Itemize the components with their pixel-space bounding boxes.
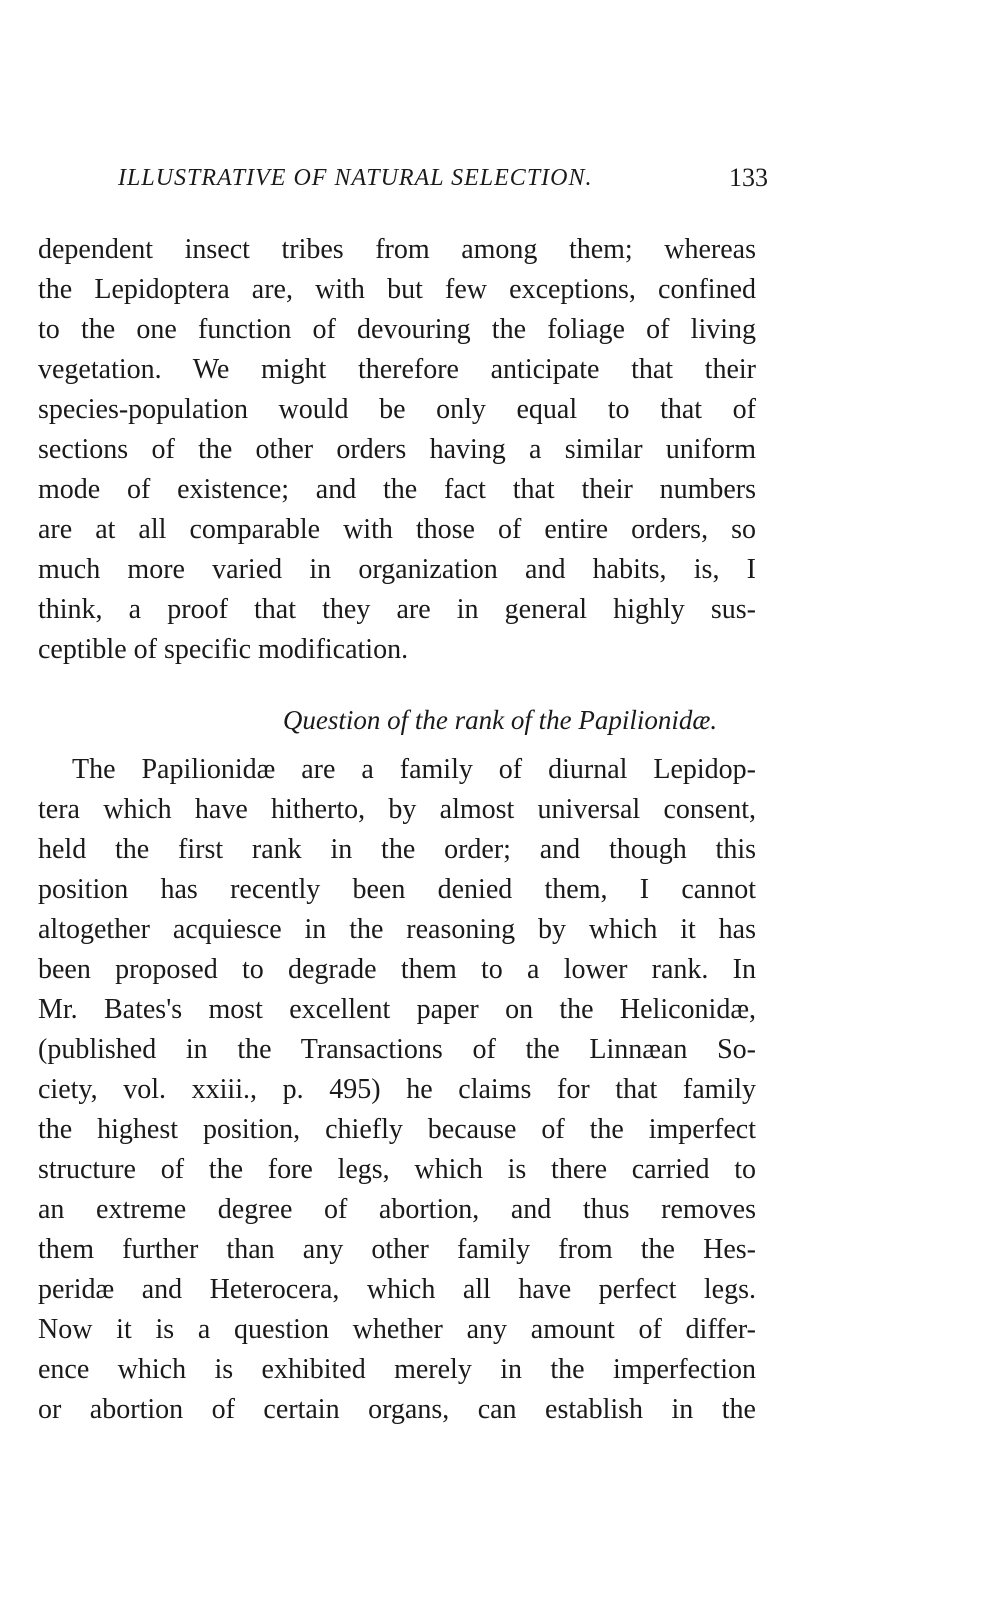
text-line: dependent insect tribes from among them; whereas xyxy=(38,234,756,265)
text-line: mode of existence; and the fact that their numbers xyxy=(38,474,756,505)
page-header xyxy=(118,165,768,209)
text-line: structure of the fore legs, which is there carried to xyxy=(38,1154,756,1185)
text-line: Now it is a question whether any amount of differ- xyxy=(38,1314,756,1345)
text-line: peridæ and Heterocera, which all have perfect legs. xyxy=(38,1274,756,1305)
text-line: The Papilionidæ are a family of diurnal Lepidop- xyxy=(72,754,756,785)
text-line: or abortion of certain organs, can establish in the xyxy=(38,1394,756,1425)
text-line: been proposed to degrade them to a lower rank. In xyxy=(38,954,756,985)
section-heading: Question of the rank of the Papilionidæ. xyxy=(282,705,718,735)
text-line: the highest position, chiefly because of the imperfect xyxy=(38,1114,756,1145)
text-line: much more varied in organization and habits, is, I xyxy=(38,554,756,585)
text-line: tera which have hitherto, by almost universal consent, xyxy=(38,794,756,825)
text-line: species-population would be only equal to that of xyxy=(38,394,756,425)
text-line: altogether acquiesce in the reasoning by which it has xyxy=(38,914,756,945)
text-line: them further than any other family from the Hes- xyxy=(38,1234,756,1265)
text-line: held the first rank in the order; and though this xyxy=(38,834,756,865)
text-line: (published in the Transactions of the Linnæan So- xyxy=(38,1034,756,1065)
text-line: to the one function of devouring the foliage of living xyxy=(38,314,756,345)
text-line: think, a proof that they are in general highly sus- xyxy=(38,594,756,625)
text-line: sections of the other orders having a similar uniform xyxy=(38,434,756,465)
running-title: ILLUSTRATIVE OF NATURAL SELECTION. xyxy=(118,165,593,191)
text-line: are at all comparable with those of entire orders, so xyxy=(38,514,756,545)
text-line: vegetation. We might therefore anticipate that their xyxy=(38,354,756,385)
text-line: the Lepidoptera are, with but few exceptions, confined xyxy=(38,274,756,305)
page-number: 133 xyxy=(729,163,768,192)
text-line: position has recently been denied them, I cannot xyxy=(38,874,756,905)
text-line: an extreme degree of abortion, and thus removes xyxy=(38,1194,756,1225)
text-line: Mr. Bates's most excellent paper on the Heliconidæ, xyxy=(38,994,756,1025)
text-line: ence which is exhibited merely in the imperfection xyxy=(38,1354,756,1385)
text-line: ceptible of specific modification. xyxy=(38,634,409,665)
text-line: ciety, vol. xxiii., p. 495) he claims for that family xyxy=(38,1074,756,1105)
